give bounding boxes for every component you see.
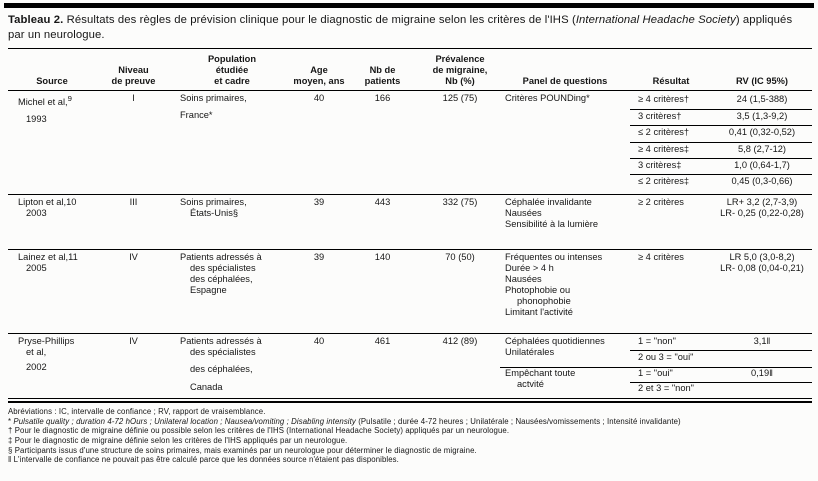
- cell-age: 39: [313, 196, 325, 207]
- footnotes: [8, 407, 810, 465]
- footnote-double-dagger: ‡ Pour le diagnostic de migraine définie selon les critères de l'IHS appliqués par un neurologue.: [8, 436, 348, 446]
- result-subrows: [630, 368, 812, 399]
- result-subrow: ≥ 4 critères† 24 (1,5-388): [630, 93, 812, 109]
- source-year: 2002: [26, 361, 47, 372]
- result-subrow: 2 ou 3 = "oui": [638, 351, 694, 362]
- study-row-lipton: [8, 195, 812, 250]
- cell-population: Patients adressés à des spécialistes des céphalées, Espagne: [180, 251, 262, 295]
- reference-superscript: 9: [67, 94, 72, 104]
- cell-source: Lainez et al,11 2005: [8, 252, 96, 331]
- source-year: 2003: [26, 207, 47, 218]
- caption-text-2: ) appliqués par un neurologue.: [8, 14, 793, 41]
- cell-nb-patients: 140: [374, 251, 391, 262]
- table-number: Tableau 2.: [8, 14, 64, 26]
- cell-nb-patients: 166: [374, 93, 391, 104]
- source-line: Michel et al,$^9$: [18, 94, 72, 108]
- col-header-panel: Panel de questions: [522, 75, 608, 86]
- cell-age: 40: [313, 335, 325, 346]
- panel-result-group: [500, 336, 812, 368]
- col-header-age: Age moyen, ans: [293, 64, 345, 86]
- col-header-nb-patients: Nb de patients: [364, 64, 401, 86]
- col-header-source: Source: [36, 75, 68, 86]
- cell-source: [8, 93, 96, 191]
- cell-prevalence: 70 (50): [445, 251, 475, 262]
- result-subrow: 2 et 3 = "non": [638, 383, 694, 394]
- cell-nb-patients: 443: [374, 196, 391, 207]
- cell-panel: Fréquentes ou intenses Durée > 4 h Nausées Photophobie ou phonophobie Limitant l'activité: [505, 251, 603, 317]
- table-caption: [8, 13, 810, 42]
- cell-niveau: I: [132, 93, 135, 104]
- footnote-parallel: ‖ L'intervalle de confiance ne pouvait pas être calculé parce que les données source n'étaient pas disponibles.: [8, 455, 399, 465]
- table-bottom-double-rule: [8, 398, 812, 403]
- cell-rv: LR+ 3,2 (2,7-3,9) LR- 0,25 (0,22-0,28): [720, 196, 804, 218]
- caption-text-1: Résultats des règles de prévision clinique pour le diagnostic de migraine selon les critères de l'IHS (: [63, 14, 576, 26]
- cell-nb-patients: 461: [374, 335, 391, 346]
- top-rule-bar: [4, 3, 814, 8]
- result-subrows: [630, 93, 812, 191]
- cell-panel: Céphalée invalidante Nausées Sensibilité à la lumière: [505, 196, 599, 229]
- cell-source: Lipton et al,10 2003: [8, 197, 96, 247]
- cell-panel: Empêchant toute actvité: [505, 367, 576, 389]
- result-subrow: ≤ 2 critères† 0,41 (0,32-0,52): [630, 126, 812, 142]
- source-year: 2005: [26, 262, 47, 273]
- caption-italic: International Headache Society: [575, 14, 736, 26]
- cell-population: Soins primaires, États-Unis§: [180, 196, 247, 218]
- col-header-population: Population étudiée et cadre: [207, 54, 257, 86]
- cell-population: Soins primaires, France*: [180, 93, 247, 121]
- col-header-rv: RV (IC 95%): [735, 75, 788, 86]
- table-header-row: [8, 49, 812, 91]
- result-subrow: ≥ 2 critères LR+ 3,2 (2,7-3,9) LR- 0,25 (0,22-0,28): [630, 197, 812, 219]
- cell-prevalence: 412 (89): [442, 335, 478, 346]
- footnote-section: § Participants issus d'une structure de soins primaires, mais examinés par un neurologue pour déterminer le diagnostic de migraine.: [8, 445, 477, 455]
- col-header-prevalence: Prévalence de migraine, Nb (%): [432, 54, 488, 86]
- panel-result-groups: [500, 336, 812, 399]
- cell-niveau: IV: [129, 335, 138, 346]
- cell-population: Patients adressés à des spécialistes des céphalées, Canada: [180, 335, 262, 392]
- cell-panel: Céphalées quotidiennes Unilatérales: [505, 335, 605, 357]
- result-subrow: 1 = "non" 3,1‖: [630, 336, 812, 351]
- study-row-lainez: [8, 250, 812, 334]
- source-year: 1993: [26, 114, 47, 125]
- col-header-niveau: Niveau de preuve: [111, 64, 156, 86]
- cell-prevalence: 332 (75): [442, 196, 478, 207]
- result-subrow: 3 critères† 3,5 (1,3-9,2): [630, 110, 812, 126]
- footnote-dagger: † Pour le diagnostic de migraine définie ou possible selon les critères de l'IHS (International Headache Society) appliqués par un neurologue.: [8, 426, 510, 436]
- panel-result-group: [500, 368, 812, 399]
- result-subrow: ≥ 4 critères‡ 5,8 (2,7-12): [630, 143, 812, 159]
- result-subrows: [630, 336, 812, 367]
- result-subrows: [630, 197, 812, 247]
- cell-niveau: III: [129, 196, 138, 207]
- result-subrow: 1 = "oui" 0,19‖: [630, 368, 812, 383]
- results-table: [8, 48, 812, 398]
- cell-prevalence: 125 (75): [442, 93, 478, 104]
- footnote-asterisk: * Pulsatile quality ; duration 4-72 hOurs ; Unilateral location ; Nausea/vomiting ; Disabling intensity (Pulsatile ; durée 4-72 heures ; Unilatérale ; Nausées/vomissements ; Intensité invalidante): [8, 416, 681, 426]
- cell-age: 40: [313, 93, 325, 104]
- result-subrows: [630, 252, 812, 331]
- result-subrow: ≥ 4 critères LR 5,0 (3,0-8,2) LR- 0,08 (0,04-0,21): [630, 252, 812, 274]
- cell-panel: Critères POUNDing*: [505, 93, 590, 104]
- study-row-pryse-phillips: [8, 334, 812, 399]
- cell-niveau: IV: [129, 251, 138, 262]
- result-subrow: 3 critères‡ 1,0 (0,64-1,7): [630, 159, 812, 175]
- result-subrow: ≤ 2 critères‡ 0,45 (0,3-0,66): [638, 176, 793, 187]
- cell-source: Pryse-Phillips et al, 2002: [8, 336, 96, 399]
- col-header-resultat: Résultat: [652, 75, 690, 86]
- footnote-abbreviations: Abréviations : IC, intervalle de confiance ; RV, rapport de vraisemblance.: [8, 407, 266, 417]
- cell-rv: LR 5,0 (3,0-8,2) LR- 0,08 (0,04-0,21): [720, 251, 804, 273]
- study-row-michel: [8, 91, 812, 194]
- cell-age: 39: [313, 251, 325, 262]
